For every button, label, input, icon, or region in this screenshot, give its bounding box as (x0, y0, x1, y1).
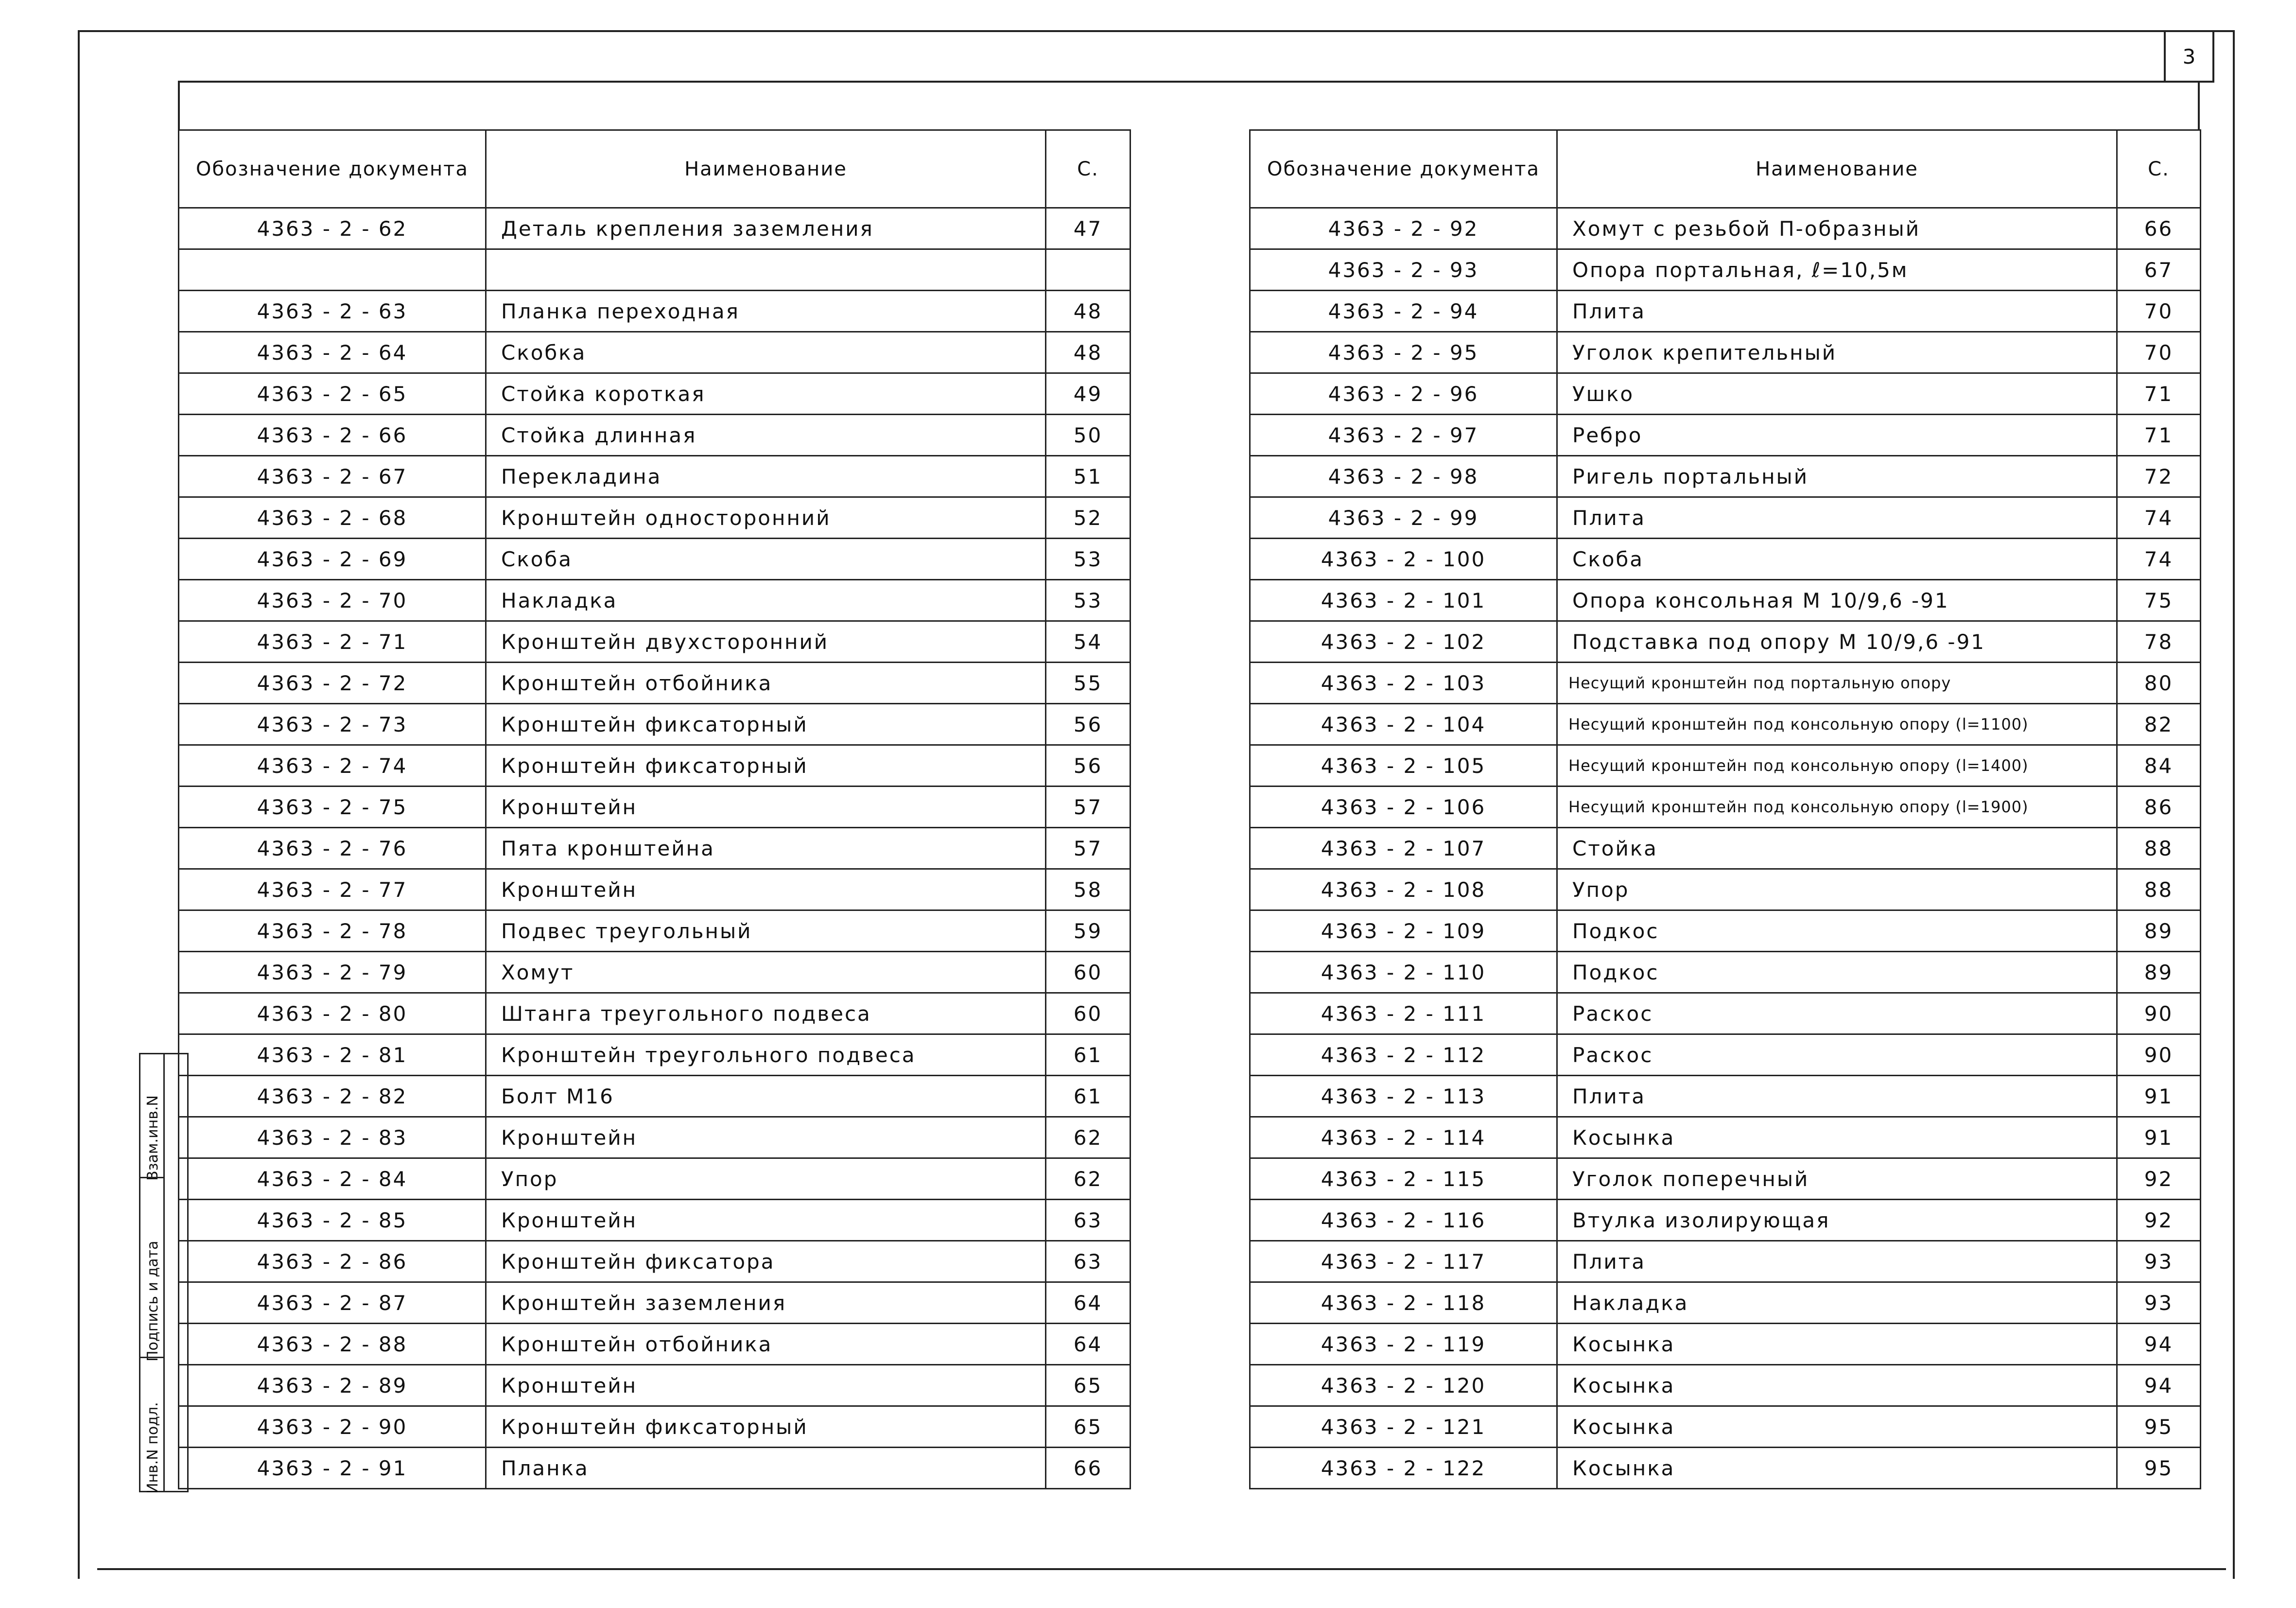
doc-code-cell: 4363 - 2 - 115 (1250, 1158, 1557, 1200)
doc-code-cell: 4363 - 2 - 87 (179, 1282, 486, 1324)
table-row (179, 1117, 1131, 1158)
table-row (179, 539, 1131, 580)
page-number-cell: 57 (1046, 828, 1131, 869)
doc-name-cell: Кронштейн отбойника (486, 663, 1046, 704)
doc-code-cell: 4363 - 2 - 88 (179, 1324, 486, 1365)
page-number-cell: 65 (1046, 1406, 1131, 1448)
doc-name-cell: Плита (1557, 497, 2117, 539)
header-code: Обозначение документа (1250, 130, 1557, 208)
doc-code-cell: 4363 - 2 - 96 (1250, 373, 1557, 415)
doc-code-cell: 4363 - 2 - 121 (1250, 1406, 1557, 1448)
side-stamp-divider (140, 1357, 165, 1358)
table-row (1250, 745, 2201, 787)
page-number-cell: 86 (2117, 787, 2201, 828)
doc-code-cell: 4363 - 2 - 101 (1250, 580, 1557, 621)
page-number-cell: 70 (2117, 332, 2201, 373)
table-row (1250, 1158, 2201, 1200)
table-row (179, 787, 1131, 828)
doc-name-cell: Раскос (1557, 993, 2117, 1034)
doc-code-cell: 4363 - 2 - 120 (1250, 1365, 1557, 1406)
doc-code-cell: 4363 - 2 - 62 (179, 208, 486, 249)
page-number-cell: 89 (2117, 910, 2201, 952)
doc-code-cell: 4363 - 2 - 93 (1250, 249, 1557, 291)
doc-code-cell: 4363 - 2 - 116 (1250, 1200, 1557, 1241)
doc-name-cell: Кронштейн треугольного подвеса (486, 1034, 1046, 1076)
page-number-cell: 91 (2117, 1117, 2201, 1158)
table-row (1250, 539, 2201, 580)
doc-name-cell: Уголок поперечный (1557, 1158, 2117, 1200)
doc-name-cell: Ребро (1557, 415, 2117, 456)
doc-code-cell: 4363 - 2 - 69 (179, 539, 486, 580)
table-row (179, 993, 1131, 1034)
table-row (179, 1324, 1131, 1365)
doc-code-cell: 4363 - 2 - 65 (179, 373, 486, 415)
doc-name-cell: Кронштейн заземления (486, 1282, 1046, 1324)
doc-name-cell: Косынка (1557, 1448, 2117, 1489)
doc-name-cell: Кронштейн фиксатора (486, 1241, 1046, 1282)
doc-name-cell: Подкос (1557, 952, 2117, 993)
doc-name-cell: Кронштейн (486, 869, 1046, 910)
doc-code-cell: 4363 - 2 - 104 (1250, 704, 1557, 745)
doc-name-cell: Планка (486, 1448, 1046, 1489)
page-number-cell: 52 (1046, 497, 1131, 539)
doc-code-cell: 4363 - 2 - 76 (179, 828, 486, 869)
table-row (179, 249, 1131, 291)
page-number-cell: 92 (2117, 1200, 2201, 1241)
doc-name-cell: Подвес треугольный (486, 910, 1046, 952)
doc-code-cell: 4363 - 2 - 114 (1250, 1117, 1557, 1158)
doc-name-cell: Плита (1557, 1241, 2117, 1282)
table-row (179, 291, 1131, 332)
page-number-cell: 70 (2117, 291, 2201, 332)
table-row (1250, 1200, 2201, 1241)
header-name: Наименование (486, 130, 1046, 208)
page-number-cell: 93 (2117, 1241, 2201, 1282)
document-index-table-right (1249, 129, 2201, 1489)
doc-code-cell: 4363 - 2 - 81 (179, 1034, 486, 1076)
doc-name-cell: Кронштейн (486, 787, 1046, 828)
doc-code-cell: 4363 - 2 - 73 (179, 704, 486, 745)
doc-name-cell: Стойка (1557, 828, 2117, 869)
page-number-cell: 51 (1046, 456, 1131, 497)
doc-code-cell: 4363 - 2 - 100 (1250, 539, 1557, 580)
doc-code-cell: 4363 - 2 - 79 (179, 952, 486, 993)
table-row (179, 745, 1131, 787)
page-number-cell: 93 (2117, 1282, 2201, 1324)
doc-name-cell: Опора портальная, ℓ=10,5м (1557, 249, 2117, 291)
doc-name-cell: Кронштейн (486, 1117, 1046, 1158)
page-number-cell: 90 (2117, 993, 2201, 1034)
page-number-cell: 47 (1046, 208, 1131, 249)
doc-code-cell: 4363 - 2 - 118 (1250, 1282, 1557, 1324)
doc-code-cell: 4363 - 2 - 89 (179, 1365, 486, 1406)
page-number-cell: 53 (1046, 539, 1131, 580)
table-row (1250, 1117, 2201, 1158)
page-number-cell: 84 (2117, 745, 2201, 787)
doc-name-cell: Плита (1557, 1076, 2117, 1117)
table-row (1250, 1324, 2201, 1365)
doc-code-cell: 4363 - 2 - 108 (1250, 869, 1557, 910)
doc-name-cell: Уголок крепительный (1557, 332, 2117, 373)
doc-code-cell: 4363 - 2 - 102 (1250, 621, 1557, 663)
page-number-cell: 88 (2117, 828, 2201, 869)
page-number-cell: 80 (2117, 663, 2201, 704)
doc-code-cell: 4363 - 2 - 85 (179, 1200, 486, 1241)
table-row (1250, 1034, 2201, 1076)
doc-name-cell: Перекладина (486, 456, 1046, 497)
page-number-cell: 60 (1046, 952, 1131, 993)
doc-code-cell: 4363 - 2 - 117 (1250, 1241, 1557, 1282)
doc-code-cell: 4363 - 2 - 110 (1250, 952, 1557, 993)
page-number-cell: 61 (1046, 1076, 1131, 1117)
page-number-cell: 56 (1046, 745, 1131, 787)
doc-code-cell: 4363 - 2 - 91 (179, 1448, 486, 1489)
table-row (179, 415, 1131, 456)
page-number-cell: 90 (2117, 1034, 2201, 1076)
table-row (179, 1200, 1131, 1241)
page-number-cell: 82 (2117, 704, 2201, 745)
doc-name-cell: Пята кронштейна (486, 828, 1046, 869)
doc-name-cell: Кронштейн фиксаторный (486, 704, 1046, 745)
header-page: С. (1046, 130, 1131, 208)
doc-code-cell: 4363 - 2 - 113 (1250, 1076, 1557, 1117)
doc-code-cell: 4363 - 2 - 67 (179, 456, 486, 497)
doc-name-cell (486, 249, 1046, 291)
page-number-cell: 95 (2117, 1406, 2201, 1448)
doc-name-cell: Кронштейн односторонний (486, 497, 1046, 539)
doc-name-cell: Накладка (1557, 1282, 2117, 1324)
page-number-cell: 59 (1046, 910, 1131, 952)
doc-name-cell: Скоба (486, 539, 1046, 580)
doc-name-cell: Болт М16 (486, 1076, 1046, 1117)
doc-code-cell: 4363 - 2 - 84 (179, 1158, 486, 1200)
page-number-cell: 91 (2117, 1076, 2201, 1117)
doc-code-cell: 4363 - 2 - 95 (1250, 332, 1557, 373)
doc-name-cell: Несущий кронштейн под портальную опору (1557, 663, 2117, 704)
page-number-cell: 66 (2117, 208, 2201, 249)
table-row (1250, 208, 2201, 249)
doc-code-cell: 4363 - 2 - 109 (1250, 910, 1557, 952)
page-number-cell: 60 (1046, 993, 1131, 1034)
doc-name-cell: Раскос (1557, 1034, 2117, 1076)
page-number-cell: 71 (2117, 415, 2201, 456)
doc-name-cell: Деталь крепления заземления (486, 208, 1046, 249)
doc-code-cell: 4363 - 2 - 74 (179, 745, 486, 787)
doc-name-cell: Опора консольная М 10/9,6 -91 (1557, 580, 2117, 621)
table-row (1250, 1448, 2201, 1489)
side-stamp-vzam-inv: Взам.инв.N (144, 1095, 161, 1181)
page-number-cell: 53 (1046, 580, 1131, 621)
doc-name-cell: Несущий кронштейн под консольную опору (l=1400) (1557, 745, 2117, 787)
doc-code-cell: 4363 - 2 - 86 (179, 1241, 486, 1282)
doc-code-cell: 4363 - 2 - 70 (179, 580, 486, 621)
table-row (179, 952, 1131, 993)
page-number-cell: 48 (1046, 332, 1131, 373)
page-number-cell: 63 (1046, 1200, 1131, 1241)
doc-code-cell: 4363 - 2 - 105 (1250, 745, 1557, 787)
page-number-cell: 56 (1046, 704, 1131, 745)
page-number-cell: 67 (2117, 249, 2201, 291)
table-row (179, 704, 1131, 745)
page-number-cell: 89 (2117, 952, 2201, 993)
page-number-cell: 64 (1046, 1282, 1131, 1324)
table-row (1250, 621, 2201, 663)
table-row (1250, 869, 2201, 910)
table-row (1250, 1365, 2201, 1406)
table-row (179, 1448, 1131, 1489)
page-number-cell: 72 (2117, 456, 2201, 497)
table-row (179, 910, 1131, 952)
doc-code-cell: 4363 - 2 - 94 (1250, 291, 1557, 332)
page-number-cell: 94 (2117, 1365, 2201, 1406)
page-number-cell: 95 (2117, 1448, 2201, 1489)
table-row (179, 1076, 1131, 1117)
doc-name-cell: Скоба (1557, 539, 2117, 580)
doc-name-cell: Кронштейн (486, 1200, 1046, 1241)
page-number-cell: 63 (1046, 1241, 1131, 1282)
table-row (1250, 415, 2201, 456)
page-number-cell: 74 (2117, 497, 2201, 539)
page-number-cell: 65 (1046, 1365, 1131, 1406)
table-row (179, 456, 1131, 497)
doc-code-cell: 4363 - 2 - 72 (179, 663, 486, 704)
doc-code-cell (179, 249, 486, 291)
table-row (1250, 787, 2201, 828)
doc-code-cell: 4363 - 2 - 106 (1250, 787, 1557, 828)
doc-name-cell: Упор (486, 1158, 1046, 1200)
table-row (1250, 910, 2201, 952)
table-row (1250, 1406, 2201, 1448)
table-row (179, 208, 1131, 249)
doc-code-cell: 4363 - 2 - 80 (179, 993, 486, 1034)
doc-name-cell: Ушко (1557, 373, 2117, 415)
doc-name-cell: Кронштейн фиксаторный (486, 1406, 1046, 1448)
table-row (179, 663, 1131, 704)
doc-name-cell: Ригель портальный (1557, 456, 2117, 497)
doc-code-cell: 4363 - 2 - 83 (179, 1117, 486, 1158)
doc-code-cell: 4363 - 2 - 82 (179, 1076, 486, 1117)
table-row (179, 373, 1131, 415)
doc-code-cell: 4363 - 2 - 63 (179, 291, 486, 332)
table-row (179, 621, 1131, 663)
doc-code-cell: 4363 - 2 - 112 (1250, 1034, 1557, 1076)
doc-name-cell: Хомут (486, 952, 1046, 993)
page-number-cell: 75 (2117, 580, 2201, 621)
table-header-row (1250, 130, 2201, 208)
table-row (179, 1365, 1131, 1406)
header-code: Обозначение документа (179, 130, 486, 208)
doc-name-cell: Подставка под опору М 10/9,6 -91 (1557, 621, 2117, 663)
table-row (179, 1406, 1131, 1448)
doc-code-cell: 4363 - 2 - 92 (1250, 208, 1557, 249)
doc-name-cell: Упор (1557, 869, 2117, 910)
side-stamp-podpis-data: Подпись и дата (144, 1241, 161, 1362)
doc-code-cell: 4363 - 2 - 77 (179, 869, 486, 910)
doc-name-cell: Хомут с резьбой П-образный (1557, 208, 2117, 249)
table-row (1250, 663, 2201, 704)
table-row (179, 869, 1131, 910)
table-row (179, 1241, 1131, 1282)
page-number-cell: 94 (2117, 1324, 2201, 1365)
doc-name-cell: Косынка (1557, 1117, 2117, 1158)
table-row (179, 332, 1131, 373)
doc-code-cell: 4363 - 2 - 75 (179, 787, 486, 828)
page-number-cell: 78 (2117, 621, 2201, 663)
table-row (179, 1158, 1131, 1200)
table-row (179, 828, 1131, 869)
table-row (179, 1282, 1131, 1324)
page-number-cell: 62 (1046, 1117, 1131, 1158)
doc-name-cell: Стойка короткая (486, 373, 1046, 415)
doc-name-cell: Стойка длинная (486, 415, 1046, 456)
table-row (179, 1034, 1131, 1076)
table-row (1250, 249, 2201, 291)
bottom-border-line (97, 1568, 2226, 1570)
table-row (1250, 993, 2201, 1034)
table-row (1250, 456, 2201, 497)
page-number-cell: 74 (2117, 539, 2201, 580)
doc-name-cell: Втулка изолирующая (1557, 1200, 2117, 1241)
doc-name-cell: Планка переходная (486, 291, 1046, 332)
doc-name-cell: Накладка (486, 580, 1046, 621)
page-number-cell: 48 (1046, 291, 1131, 332)
doc-name-cell: Кронштейн (486, 1365, 1046, 1406)
page-number-cell: 55 (1046, 663, 1131, 704)
table-row (179, 497, 1131, 539)
page-number-cell: 58 (1046, 869, 1131, 910)
header-name: Наименование (1557, 130, 2117, 208)
doc-code-cell: 4363 - 2 - 122 (1250, 1448, 1557, 1489)
doc-name-cell: Подкос (1557, 910, 2117, 952)
page-number-cell: 66 (1046, 1448, 1131, 1489)
document-index-table-left (178, 129, 1131, 1489)
sheet-number: 3 (2164, 30, 2214, 83)
doc-code-cell: 4363 - 2 - 71 (179, 621, 486, 663)
table-row (1250, 291, 2201, 332)
doc-code-cell: 4363 - 2 - 98 (1250, 456, 1557, 497)
page-number-cell: 49 (1046, 373, 1131, 415)
table-row (1250, 1282, 2201, 1324)
table-header-row (179, 130, 1131, 208)
doc-name-cell: Косынка (1557, 1324, 2117, 1365)
table-row (1250, 1076, 2201, 1117)
page-number-cell (1046, 249, 1131, 291)
table-row (1250, 828, 2201, 869)
table-row (1250, 373, 2201, 415)
table-row (1250, 580, 2201, 621)
table-row (1250, 952, 2201, 993)
doc-code-cell: 4363 - 2 - 119 (1250, 1324, 1557, 1365)
page-number-cell: 88 (2117, 869, 2201, 910)
table-row (1250, 332, 2201, 373)
doc-name-cell: Кронштейн двухсторонний (486, 621, 1046, 663)
doc-name-cell: Косынка (1557, 1365, 2117, 1406)
doc-code-cell: 4363 - 2 - 90 (179, 1406, 486, 1448)
page-number-cell: 64 (1046, 1324, 1131, 1365)
page-number-cell: 54 (1046, 621, 1131, 663)
doc-name-cell: Плита (1557, 291, 2117, 332)
doc-code-cell: 4363 - 2 - 107 (1250, 828, 1557, 869)
doc-code-cell: 4363 - 2 - 97 (1250, 415, 1557, 456)
page-number-cell: 62 (1046, 1158, 1131, 1200)
page-number-cell: 61 (1046, 1034, 1131, 1076)
doc-name-cell: Кронштейн отбойника (486, 1324, 1046, 1365)
table-row (179, 580, 1131, 621)
doc-code-cell: 4363 - 2 - 66 (179, 415, 486, 456)
doc-name-cell: Косынка (1557, 1406, 2117, 1448)
page-number-cell: 57 (1046, 787, 1131, 828)
doc-code-cell: 4363 - 2 - 64 (179, 332, 486, 373)
doc-name-cell: Несущий кронштейн под консольную опору (l=1100) (1557, 704, 2117, 745)
page-number-cell: 71 (2117, 373, 2201, 415)
doc-code-cell: 4363 - 2 - 78 (179, 910, 486, 952)
side-stamp-divider (140, 1177, 165, 1178)
doc-code-cell: 4363 - 2 - 103 (1250, 663, 1557, 704)
table-row (1250, 704, 2201, 745)
doc-code-cell: 4363 - 2 - 68 (179, 497, 486, 539)
doc-name-cell: Несущий кронштейн под консольную опору (l=1900) (1557, 787, 2117, 828)
doc-name-cell: Кронштейн фиксаторный (486, 745, 1046, 787)
page-number-cell: 92 (2117, 1158, 2201, 1200)
side-stamp-inv-podl: Инв.N подл. (144, 1402, 161, 1494)
title-band (178, 81, 2200, 129)
doc-code-cell: 4363 - 2 - 111 (1250, 993, 1557, 1034)
page-number-cell: 50 (1046, 415, 1131, 456)
doc-name-cell: Скобка (486, 332, 1046, 373)
table-row (1250, 497, 2201, 539)
table-row (1250, 1241, 2201, 1282)
header-page: С. (2117, 130, 2201, 208)
doc-code-cell: 4363 - 2 - 99 (1250, 497, 1557, 539)
doc-name-cell: Штанга треугольного подвеса (486, 993, 1046, 1034)
